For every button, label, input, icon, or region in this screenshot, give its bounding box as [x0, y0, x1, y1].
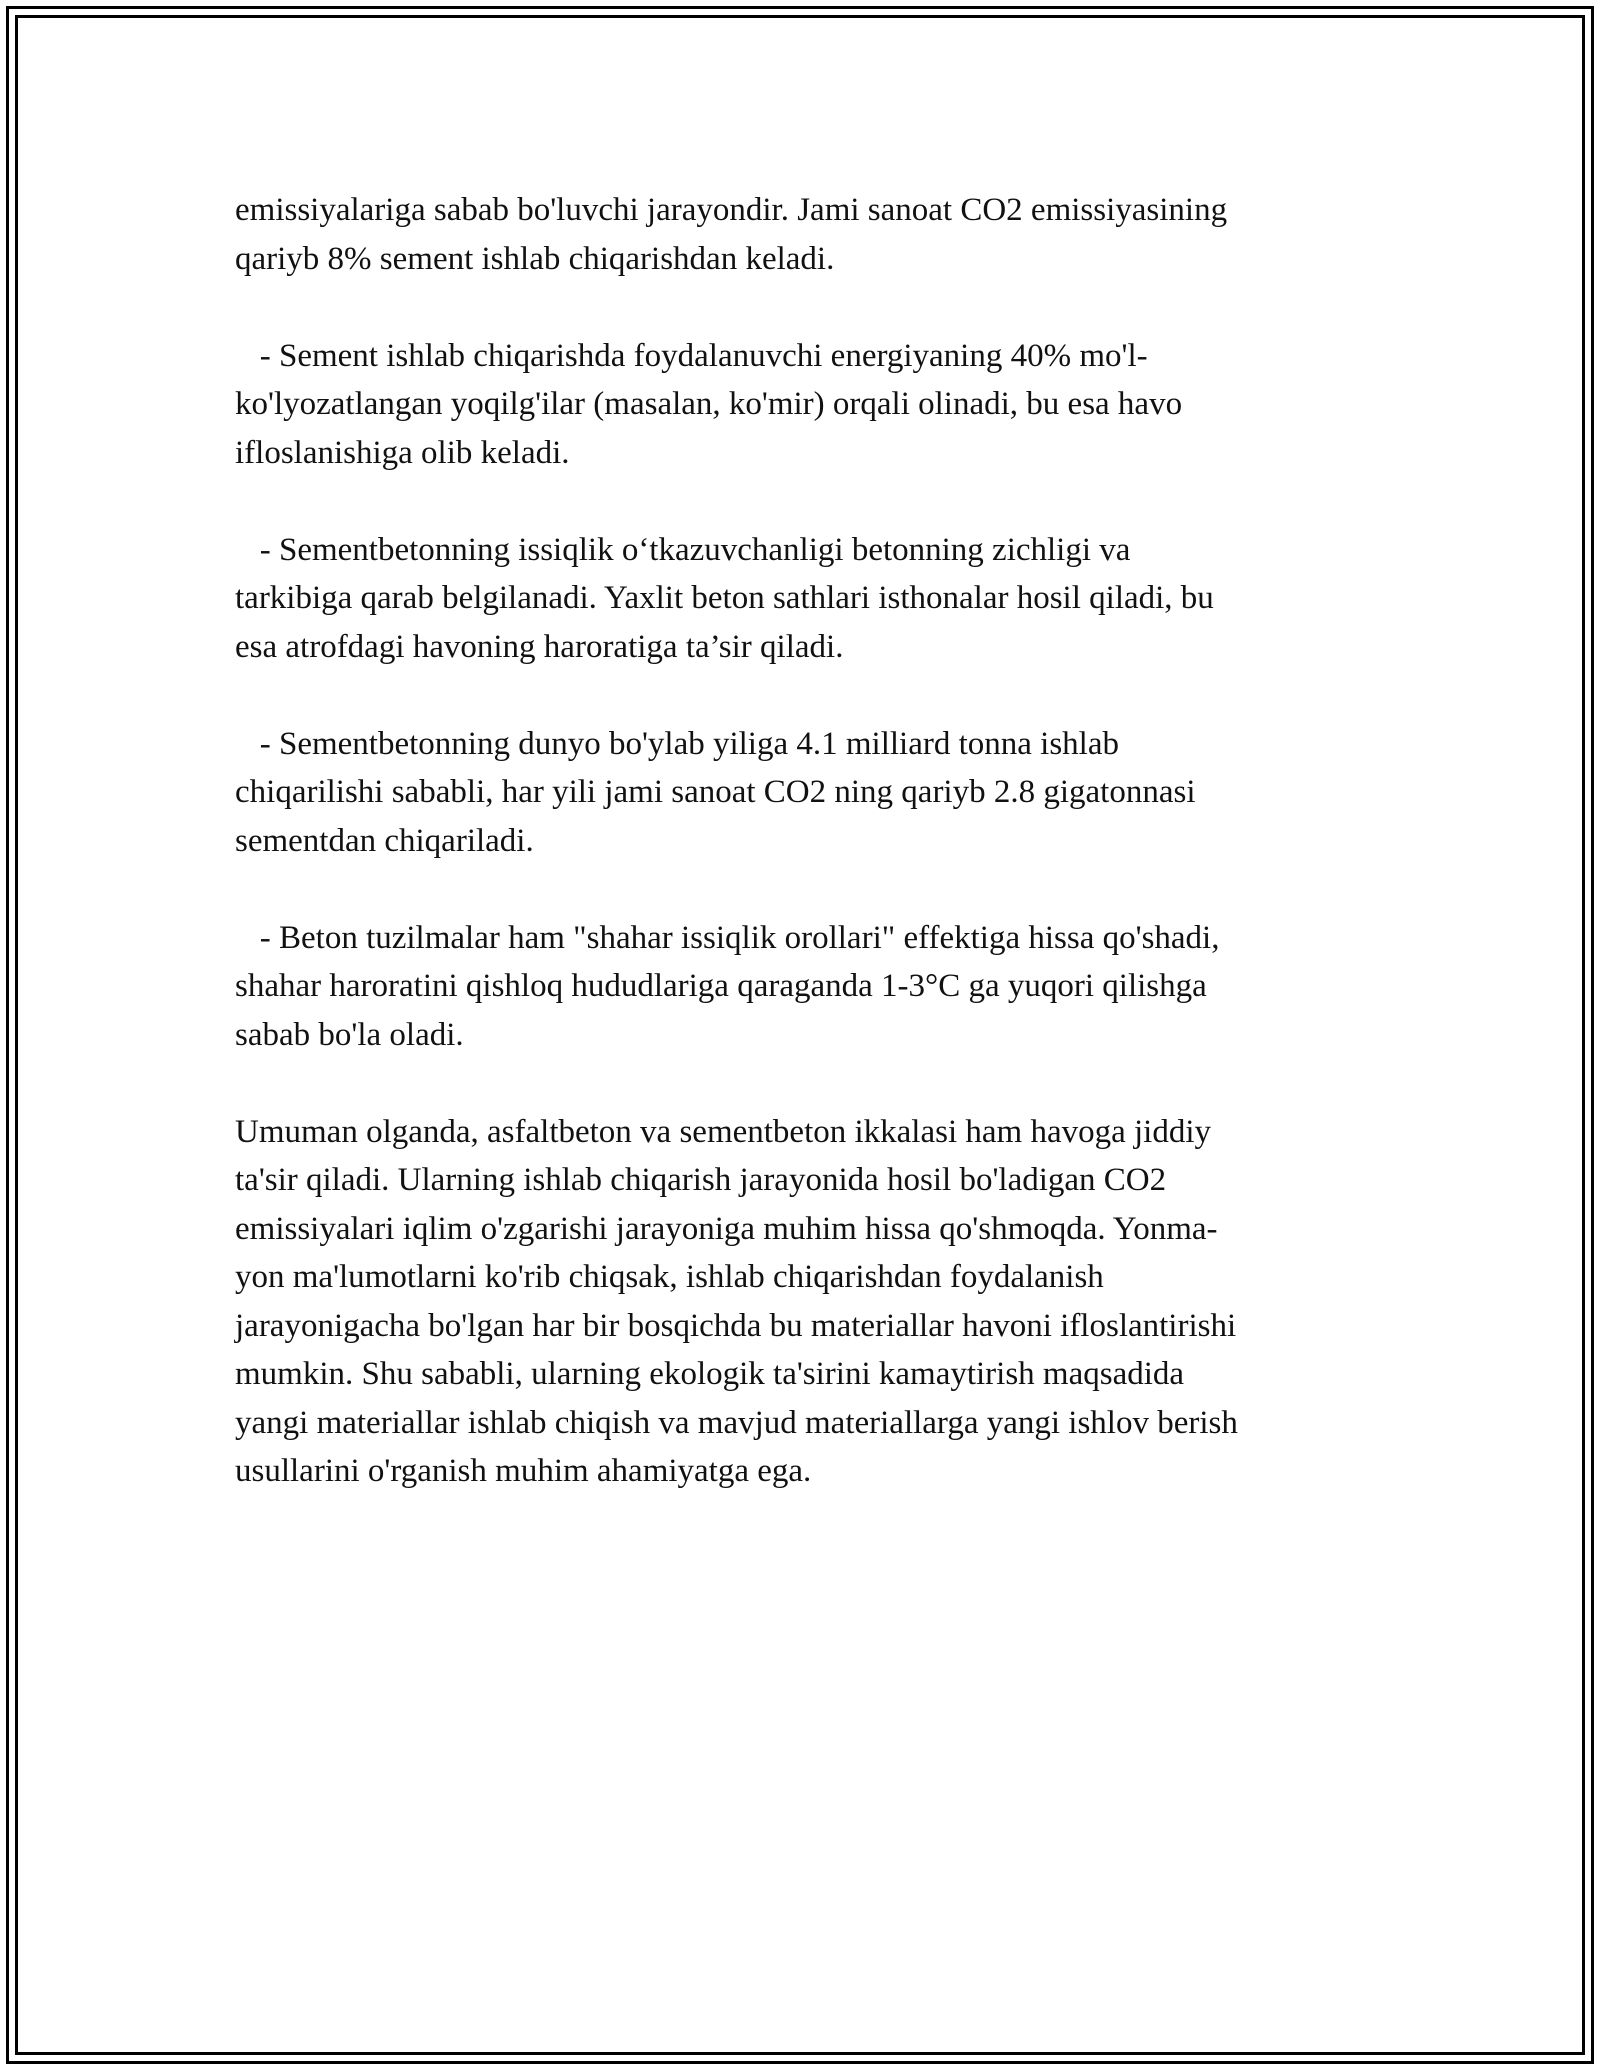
bullet-thermal-conductivity: [235, 526, 1365, 672]
text-line: tarkibiga qarab belgilanadi. Yaxlit beton sathlari isthonalar hosil qiladi, bu: [235, 580, 1214, 616]
text-line: yon ma'lumotlarni ko'rib chiqsak, ishlab chiqarishdan foydalanish: [235, 1259, 1104, 1295]
text-line: - Sementbetonning issiqlik o‘tkazuvchanligi betonning zichligi va: [235, 531, 1131, 568]
paragraph-gap: [235, 1059, 1365, 1108]
text-line: ko'lyozatlangan yoqilg'ilar (masalan, ko'mir) orqali olinadi, bu esa havo: [235, 386, 1183, 422]
text-line: ifloslanishiga olib keladi.: [235, 434, 570, 471]
document-body: [235, 186, 1365, 1496]
text-line: ta'sir qiladi. Ularning ishlab chiqarish jarayonida hosil bo'ladigan CO2: [235, 1162, 1167, 1198]
paragraph-conclusion: [235, 1108, 1365, 1496]
paragraph-gap: [235, 865, 1365, 914]
bullet-heat-islands: [235, 914, 1365, 1060]
text-line: qariyb 8% sement ishlab chiqarishdan keladi.: [235, 240, 835, 277]
paragraph-gap: [235, 283, 1365, 332]
paragraph-gap: [235, 477, 1365, 526]
text-line: esa atrofdagi havoning haroratiga ta’sir qiladi.: [235, 628, 844, 665]
text-line: - Beton tuzilmalar ham "shahar issiqlik orollari" effektiga hissa qo'shadi,: [235, 919, 1220, 956]
text-line: Umuman olganda, asfaltbeton va sementbeton ikkalasi ham havoga jiddiy: [235, 1113, 1211, 1150]
paragraph-co2-intro: [235, 186, 1365, 283]
text-line: sementdan chiqariladi.: [235, 822, 534, 859]
bullet-production-volume: [235, 720, 1365, 866]
text-line: emissiyalariga sabab bo'luvchi jarayondir. Jami sanoat CO2 emissiyasining: [235, 192, 1228, 228]
text-line: chiqarilishi sababli, har yili jami sanoat CO2 ning qariyb 2.8 gigatonnasi: [235, 774, 1196, 810]
text-line: - Sement ishlab chiqarishda foydalanuvchi energiyaning 40% mo'l-: [235, 337, 1148, 374]
paragraph-gap: [235, 671, 1365, 720]
text-line: - Sementbetonning dunyo bo'ylab yiliga 4.1 milliard tonna ishlab: [235, 725, 1119, 762]
text-line: jarayonigacha bo'lgan har bir bosqichda bu materiallar havoni ifloslantirishi: [235, 1307, 1237, 1344]
text-line: emissiyalari iqlim o'zgarishi jarayoniga muhim hissa qo'shmoqda. Yonma-: [235, 1210, 1218, 1247]
text-line: shahar haroratini qishloq hududlariga qaraganda 1-3°C ga yuqori qilishga: [235, 968, 1207, 1004]
text-line: mumkin. Shu sababli, ularning ekologik ta'sirini kamaytirish maqsadida: [235, 1356, 1185, 1392]
bullet-energy-fuels: [235, 332, 1365, 478]
text-line: sabab bo'la oladi.: [235, 1016, 464, 1053]
text-line: usullarini o'rganish muhim ahamiyatga ega.: [235, 1453, 812, 1489]
text-line: yangi materiallar ishlab chiqish va mavjud materiallarga yangi ishlov berish: [235, 1404, 1238, 1441]
